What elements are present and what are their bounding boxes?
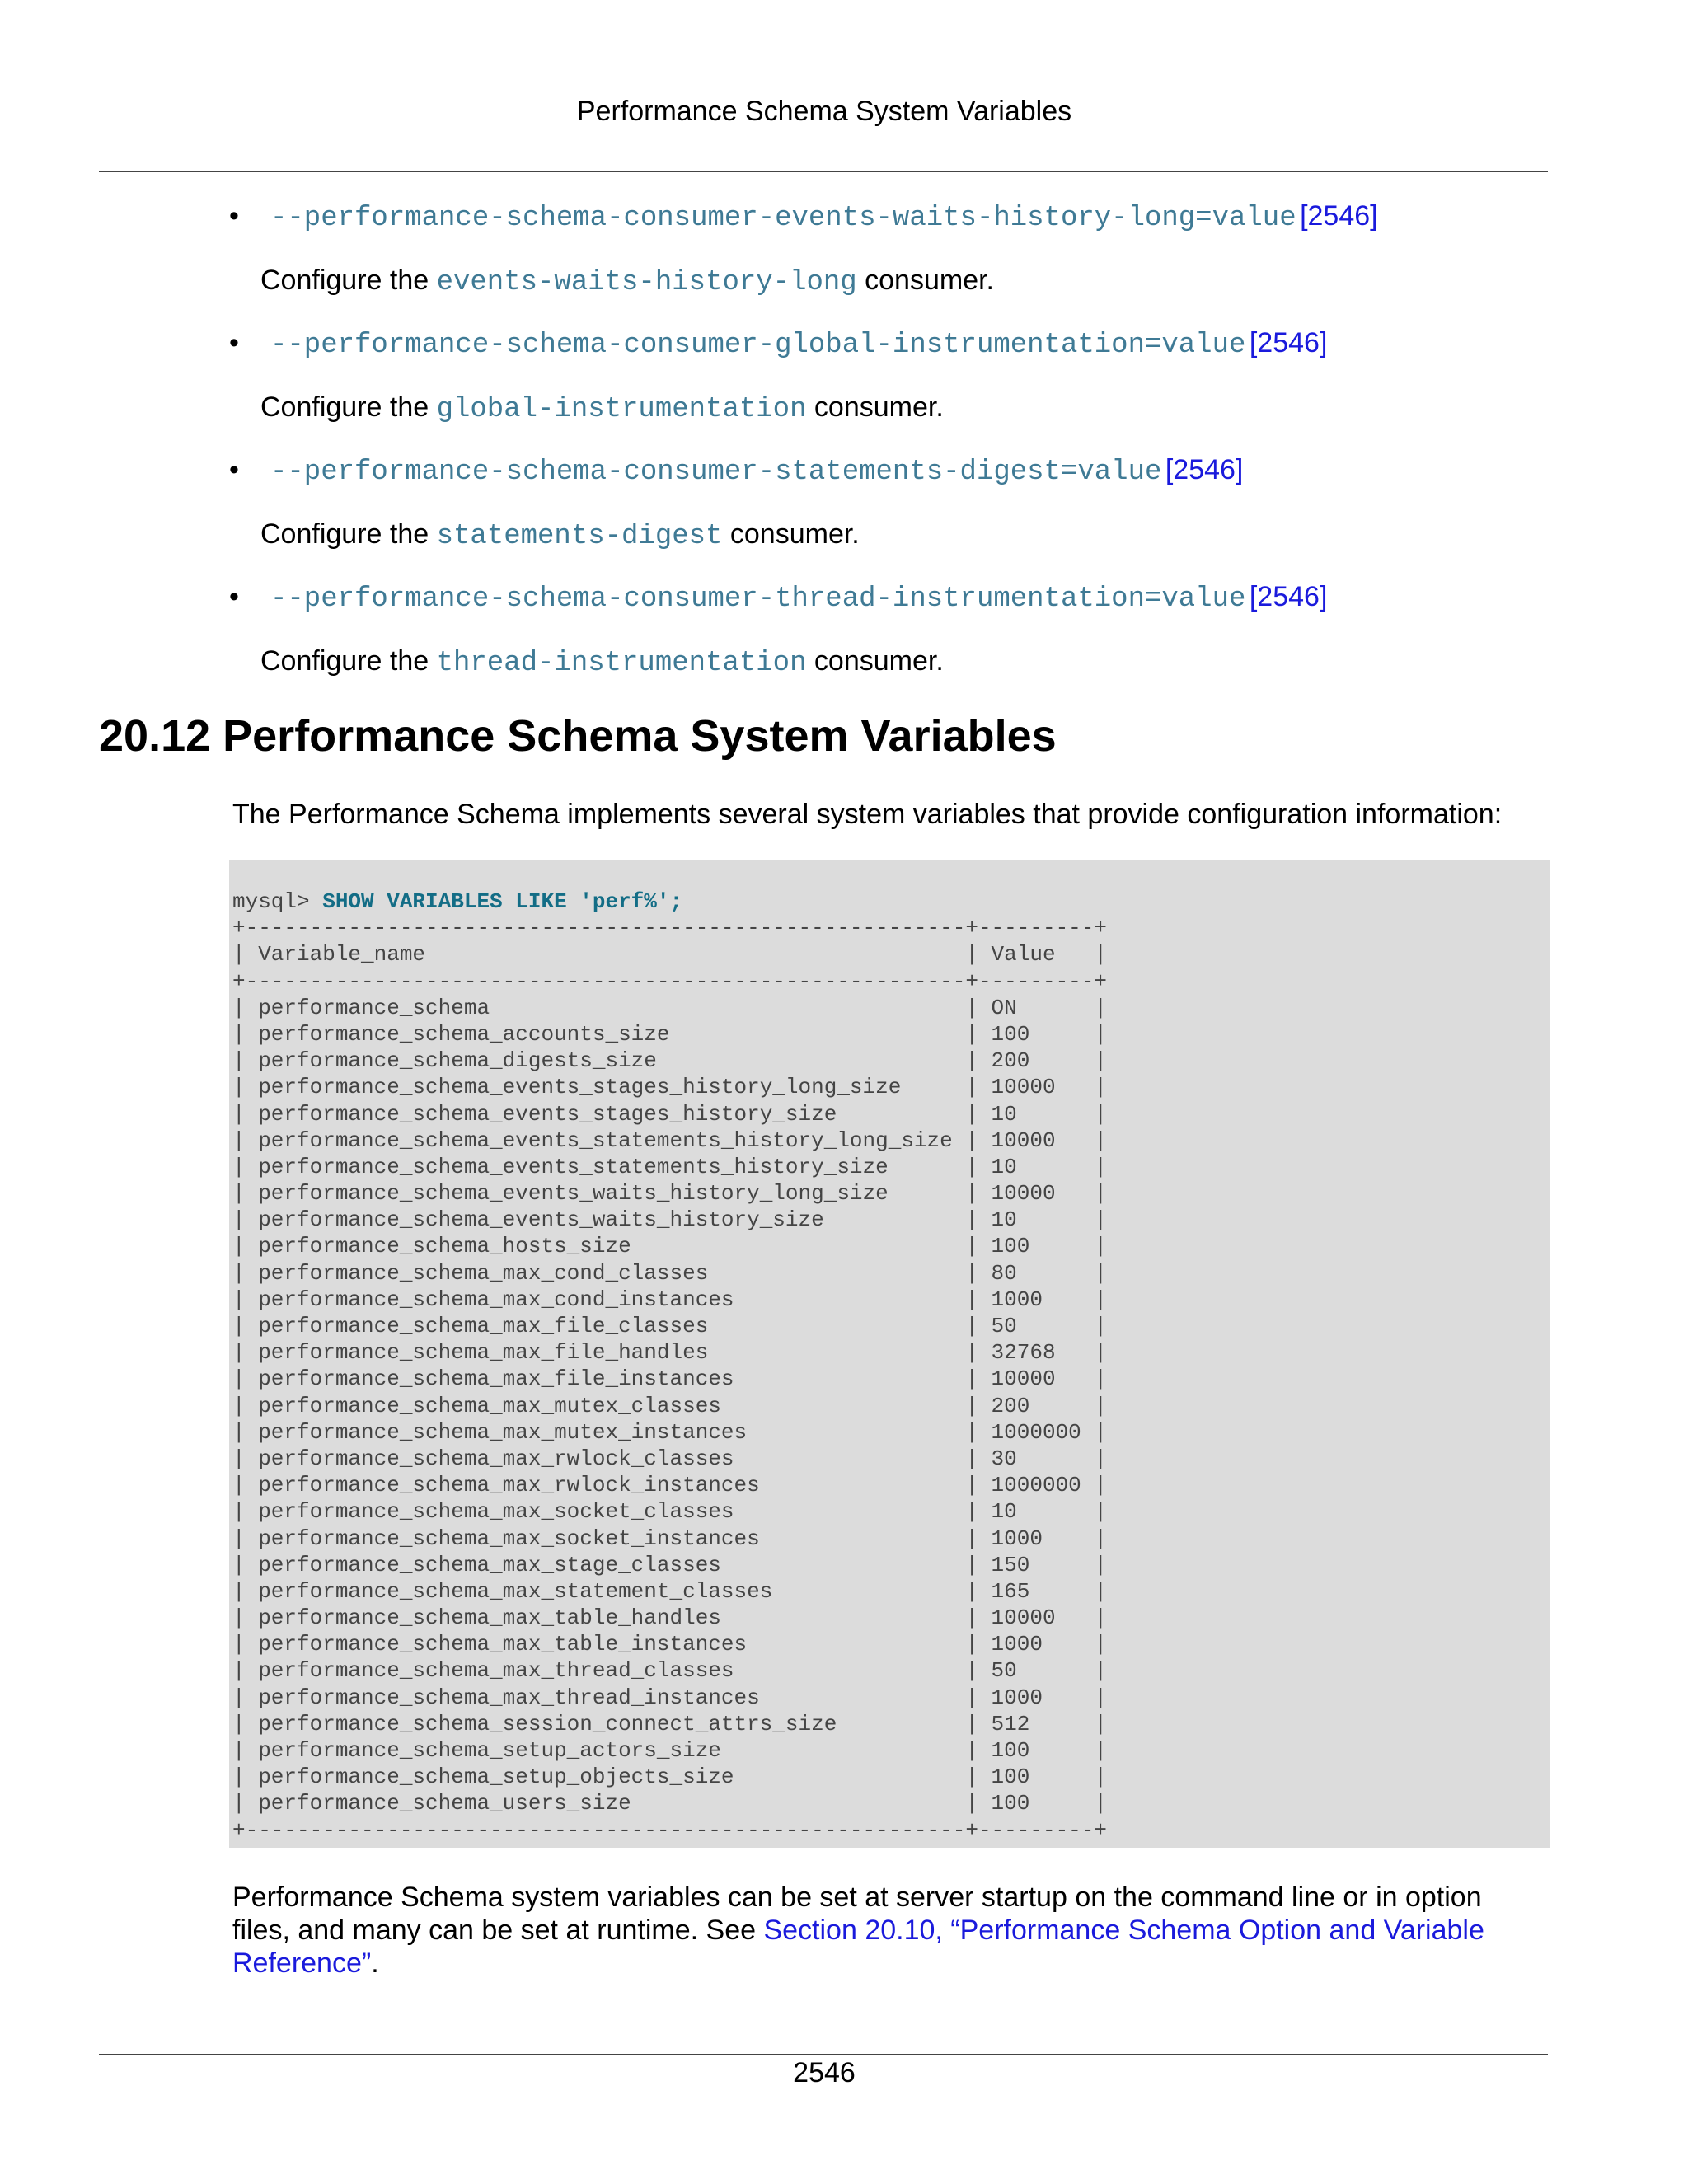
table-row: | performance_schema_events_stages_history_long_size | 10000 | xyxy=(232,1075,1107,1100)
table-row: | performance_schema_events_statements_history_long_size | 10000 | xyxy=(232,1127,1107,1153)
table-row: | performance_schema_max_file_classes | 50 | xyxy=(232,1314,1107,1338)
table-row: | performance_schema | ON | xyxy=(232,995,1107,1020)
table-row: | performance_schema_events_statements_history_size | 10 | xyxy=(232,1154,1107,1179)
table-row: | performance_schema_digests_size | 200 | xyxy=(232,1048,1107,1074)
table-row: | performance_schema_events_waits_history_size | 10 | xyxy=(232,1207,1107,1233)
table-row: | performance_schema_max_cond_classes | 80 | xyxy=(232,1260,1107,1286)
closing-text: Performance Schema system variables can be set at server startup on the command line or in option files, and many can be set at runtime. See xyxy=(232,1882,1482,1946)
section-intro: The Performance Schema implements several system variables that provide configuration information: xyxy=(232,799,1503,830)
desc-text: Configure the xyxy=(260,265,437,296)
option-heading xyxy=(270,450,1243,495)
table-row: | performance_schema_max_rwlock_classes | 30 | xyxy=(232,1446,1107,1471)
footer-rule xyxy=(99,2054,1548,2055)
bullet: • xyxy=(229,200,239,232)
table-row: | performance_schema_session_connect_attrs_size | 512 | xyxy=(232,1711,1107,1736)
table-row: | performance_schema_max_file_handles | 32768 | xyxy=(232,1340,1107,1366)
desc-text: Configure the xyxy=(260,391,437,423)
option-item xyxy=(229,572,1548,699)
table-row: | performance_schema_max_cond_instances | 1000 | xyxy=(232,1286,1107,1312)
option-description xyxy=(260,387,944,429)
table-border: +--------------------------------------------------------+---------+ xyxy=(232,968,1107,994)
option-heading xyxy=(270,577,1327,622)
sql-command: SHOW VARIABLES LIKE 'perf%'; xyxy=(322,889,683,914)
table-row: | performance_schema_max_stage_classes | 150 | xyxy=(232,1552,1107,1577)
bullet: • xyxy=(229,581,239,612)
closing-text: . xyxy=(371,1947,379,1979)
option-list xyxy=(229,191,1548,699)
table-border: +--------------------------------------------------------+---------+ xyxy=(232,1817,1107,1843)
desc-text: consumer. xyxy=(806,645,944,677)
option-heading xyxy=(270,323,1327,368)
table-row: | performance_schema_setup_actors_size | 100 | xyxy=(232,1738,1107,1763)
table-row: | performance_schema_setup_objects_size | 100 | xyxy=(232,1765,1107,1790)
option-item xyxy=(229,445,1548,572)
option-link[interactable]: --performance-schema-consumer-statements-digest=value xyxy=(270,457,1162,488)
code-block xyxy=(229,860,1550,1848)
table-row: | performance_schema_max_mutex_instances | 1000000 | xyxy=(232,1419,1107,1445)
option-description xyxy=(260,260,994,302)
code-prompt-line xyxy=(232,888,1550,915)
desc-text: Configure the xyxy=(260,645,437,677)
table-row: | performance_schema_max_thread_classes | 50 | xyxy=(232,1658,1107,1684)
consumer-code: events-waits-history-long xyxy=(436,267,857,298)
option-heading xyxy=(270,196,1378,241)
section-reference-link[interactable]: Section 20.10, “Performance Schema Option and Variable Reference” xyxy=(232,1915,1484,1979)
option-page-ref[interactable]: [2546] xyxy=(1249,327,1328,359)
page-number: 2546 xyxy=(793,2057,856,2088)
table-border: +--------------------------------------------------------+---------+ xyxy=(232,916,1107,941)
table-header-row: | Variable_name | Value | xyxy=(232,942,1107,968)
table-row: | performance_schema_hosts_size | 100 | xyxy=(232,1234,1107,1259)
option-link[interactable]: --performance-schema-consumer-thread-instrumentation=value xyxy=(270,583,1246,615)
closing-paragraph xyxy=(232,1881,1518,1980)
desc-text: consumer. xyxy=(806,391,944,423)
table-row: | performance_schema_max_socket_instances | 1000 | xyxy=(232,1526,1107,1551)
consumer-code: statements-digest xyxy=(436,521,723,552)
table-row: | performance_schema_events_stages_history_size | 10 | xyxy=(232,1101,1107,1127)
table-row: | performance_schema_accounts_size | 100 | xyxy=(232,1021,1107,1047)
table-row: | performance_schema_max_rwlock_instances | 1000000 | xyxy=(232,1473,1107,1498)
option-page-ref[interactable]: [2546] xyxy=(1249,581,1328,612)
running-header: Performance Schema System Variables xyxy=(576,96,1072,127)
table-row: | performance_schema_users_size | 100 | xyxy=(232,1791,1107,1816)
header-rule xyxy=(99,171,1548,172)
table-row: | performance_schema_max_table_instances | 1000 | xyxy=(232,1632,1107,1657)
bullet: • xyxy=(229,454,239,485)
table-row: | performance_schema_events_waits_history_long_size | 10000 | xyxy=(232,1181,1107,1207)
option-description xyxy=(260,641,944,683)
desc-text: consumer. xyxy=(722,518,860,550)
desc-text: consumer. xyxy=(856,265,994,296)
table-row: | performance_schema_max_thread_instances | 1000 | xyxy=(232,1685,1107,1710)
consumer-code: global-instrumentation xyxy=(436,394,807,425)
mysql-prompt: mysql> xyxy=(232,889,323,914)
table-row: | performance_schema_max_mutex_classes | 200 | xyxy=(232,1393,1107,1418)
desc-text: Configure the xyxy=(260,518,437,550)
option-description xyxy=(260,514,860,556)
table-row: | performance_schema_max_statement_classes | 165 | xyxy=(232,1578,1107,1604)
consumer-code: thread-instrumentation xyxy=(436,648,807,679)
option-link[interactable]: --performance-schema-consumer-events-waits-history-long=value xyxy=(270,203,1296,234)
bullet: • xyxy=(229,327,239,359)
table-row: | performance_schema_max_file_instances | 10000 | xyxy=(232,1366,1107,1392)
option-item xyxy=(229,191,1548,318)
option-page-ref[interactable]: [2546] xyxy=(1300,200,1378,232)
table-row: | performance_schema_max_table_handles | 10000 | xyxy=(232,1605,1107,1631)
option-link[interactable]: --performance-schema-consumer-global-instrumentation=value xyxy=(270,330,1246,361)
section-title: 20.12 Performance Schema System Variables xyxy=(99,711,1057,761)
option-page-ref[interactable]: [2546] xyxy=(1165,454,1244,485)
option-item xyxy=(229,318,1548,445)
table-row: | performance_schema_max_socket_classes | 10 | xyxy=(232,1499,1107,1525)
